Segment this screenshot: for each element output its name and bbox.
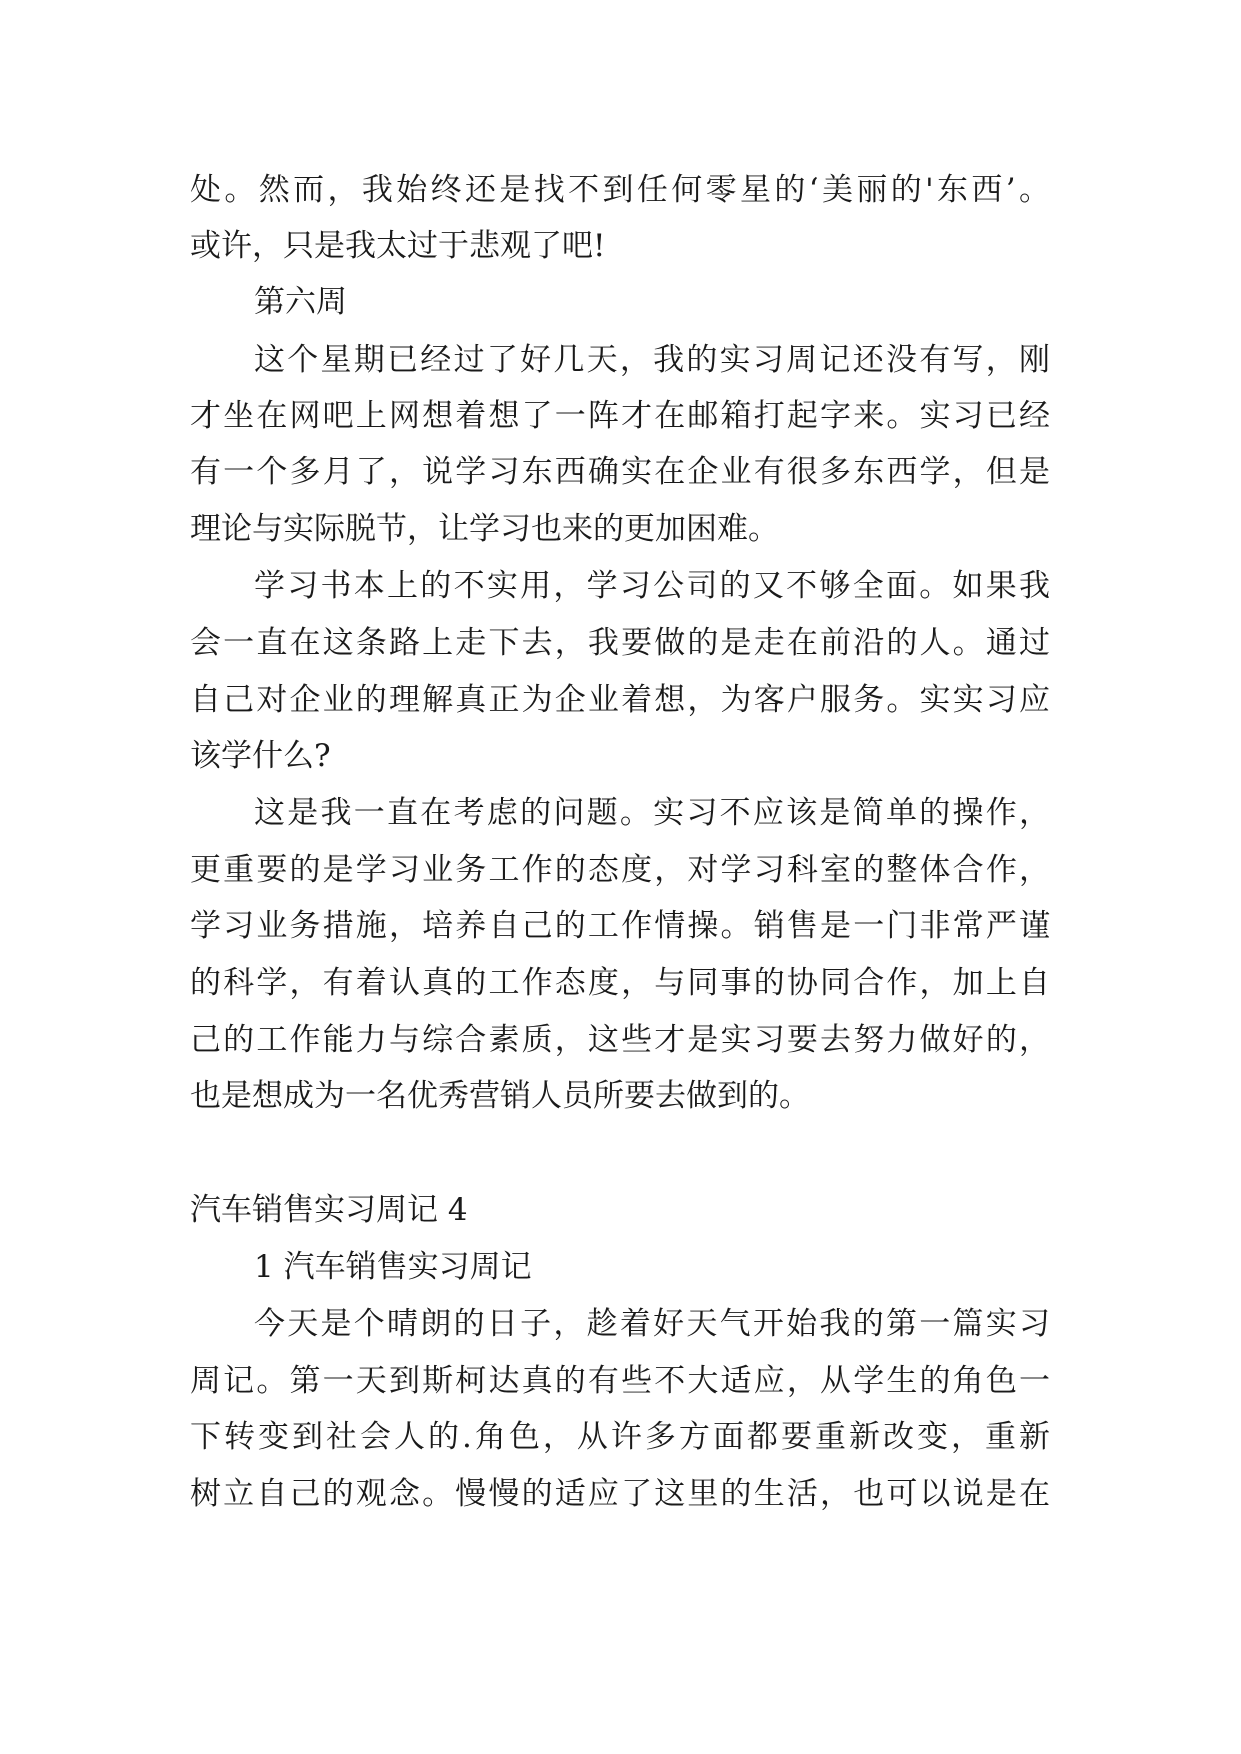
- text-line: 周记。第一天到斯柯达真的有些不大适应，从学生的角色一: [190, 1363, 1050, 1399]
- text-line: 更重要的是学习业务工作的态度，对学习科室的整体合作，: [190, 852, 1050, 888]
- section-heading-week-six: 第六周: [254, 284, 347, 320]
- text-line: 这是我一直在考虑的问题。实习不应该是简单的操作，: [254, 795, 1050, 831]
- text-line: 下转变到社会人的.角色，从许多方面都要重新改变，重新: [190, 1419, 1050, 1455]
- text-line: 自己对企业的理解真正为企业着想，为客户服务。实实习应: [190, 682, 1050, 718]
- text-line: 才坐在网吧上网想着想了一阵才在邮箱打起字来。实习已经: [190, 398, 1050, 434]
- text-line: 己的工作能力与综合素质，这些才是实习要去努力做好的，: [190, 1022, 1050, 1058]
- text-line: 树立自己的观念。慢慢的适应了这里的生活，也可以说是在: [190, 1476, 1050, 1512]
- text-line: 会一直在这条路上走下去，我要做的是走在前沿的人。通过: [190, 625, 1050, 661]
- text-line: 今天是个晴朗的日子，趁着好天气开始我的第一篇实习: [254, 1306, 1050, 1342]
- text-line: 这个星期已经过了好几天，我的实习周记还没有写，刚: [254, 342, 1050, 378]
- text-line: 的科学，有着认真的工作态度，与同事的协同合作，加上自: [190, 965, 1050, 1001]
- text-line: 学习业务措施，培养自己的工作情操。销售是一门非常严谨: [190, 908, 1050, 944]
- text-line: 也是想成为一名优秀营销人员所要去做到的。: [190, 1078, 810, 1114]
- article-subtitle: 1 汽车销售实习周记: [254, 1249, 532, 1285]
- text-line: 处。然而，我始终还是找不到任何零星的‘美丽的'东西’。: [190, 172, 1050, 208]
- text-line: 理论与实际脱节，让学习也来的更加困难。: [190, 511, 779, 547]
- text-line: 或许，只是我太过于悲观了吧!: [190, 228, 606, 264]
- text-line: 学习书本上的不实用，学习公司的又不够全面。如果我: [254, 568, 1050, 604]
- article-title: 汽车销售实习周记 4: [190, 1192, 468, 1228]
- text-line: 有一个多月了，说学习东西确实在企业有很多东西学，但是: [190, 454, 1050, 490]
- text-line: 该学什么?: [190, 738, 331, 774]
